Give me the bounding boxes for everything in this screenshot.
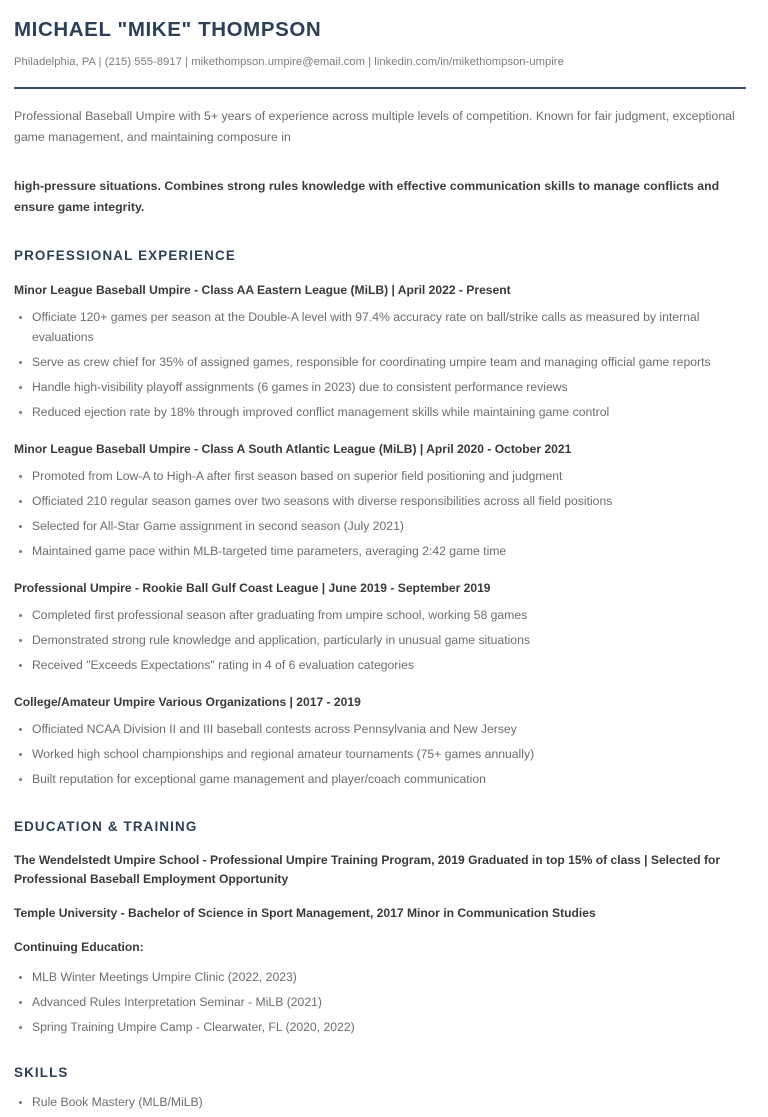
- continuing-education-list: [14, 967, 746, 1037]
- list-item: Received "Exceeds Expectations" rating in 4 of 6 evaluation categories: [14, 655, 746, 675]
- experience-entry-title: Minor League Baseball Umpire - Class A South Atlantic League (MiLB) | April 2020 - October 2021: [14, 442, 572, 457]
- skills-list: [14, 1092, 746, 1112]
- summary-paragraph: Professional Baseball Umpire with 5+ years of experience across multiple levels of competition. Known for fair judgment, exceptional game management, and maintaining composure in: [14, 109, 735, 145]
- list-item: Advanced Rules Interpretation Seminar - MiLB (2021): [14, 992, 746, 1012]
- section-heading-skills: SKILLS: [14, 1065, 69, 1081]
- continuing-education-label: Continuing Education:: [14, 940, 144, 955]
- resume-header: [14, 18, 746, 89]
- skills-section: [14, 1065, 746, 1112]
- experience-section: [14, 248, 746, 789]
- list-item: Spring Training Umpire Camp - Clearwater, FL (2020, 2022): [14, 1017, 746, 1037]
- list-item: Rule Book Mastery (MLB/MiLB): [14, 1092, 746, 1112]
- list-item: Serve as crew chief for 35% of assigned games, responsible for coordinating umpire team and managing official game reports: [14, 352, 746, 372]
- list-item: Worked high school championships and regional amateur tournaments (75+ games annually): [14, 744, 746, 764]
- list-item: Demonstrated strong rule knowledge and application, particularly in unusual game situations: [14, 630, 746, 650]
- experience-entry: [14, 281, 746, 422]
- experience-entries: [14, 281, 746, 789]
- education-entry-secondary: Temple University - Bachelor of Science in Sport Management, 2017 Minor in Communication Studies: [14, 906, 596, 921]
- experience-entry: [14, 693, 746, 789]
- list-item: MLB Winter Meetings Umpire Clinic (2022, 2023): [14, 967, 746, 987]
- list-item: Officiated 210 regular season games over two seasons with diverse responsibilities across all field positions: [14, 491, 746, 511]
- section-heading-experience: PROFESSIONAL EXPERIENCE: [14, 248, 236, 264]
- list-item: Promoted from Low-A to High-A after first season based on superior field positioning and judgment: [14, 466, 746, 486]
- experience-entry-title: Minor League Baseball Umpire - Class AA Eastern League (MiLB) | April 2022 - Present: [14, 283, 511, 298]
- contact-line: Philadelphia, PA | (215) 555-8917 | mikethompson.umpire@email.com | linkedin.com/in/mikethompson-umpire: [14, 55, 564, 68]
- list-item: Reduced ejection rate by 18% through improved conflict management skills while maintaining game control: [14, 402, 746, 422]
- experience-entry-title: College/Amateur Umpire Various Organizations | 2017 - 2019: [14, 695, 361, 710]
- list-item: Handle high-visibility playoff assignments (6 games in 2023) due to consistent performance reviews: [14, 377, 746, 397]
- list-item: Officiated NCAA Division II and III baseball contests across Pennsylvania and New Jersey: [14, 719, 746, 739]
- list-item: Officiate 120+ games per season at the Double-A level with 97.4% accuracy rate on ball/strike calls as measured by internal evaluations: [14, 307, 746, 347]
- education-entry-primary: The Wendelstedt Umpire School - Professional Umpire Training Program, 2019 Graduated in top 15% of class | Selected for Professional Baseball Employment Opportunity: [14, 853, 721, 887]
- summary-highlight: high-pressure situations. Combines strong rules knowledge with effective communication skills to manage conflicts and ensure game integrity.: [14, 179, 720, 215]
- list-item: Maintained game pace within MLB-targeted time parameters, averaging 2:42 game time: [14, 541, 746, 561]
- section-heading-education: EDUCATION & TRAINING: [14, 819, 198, 835]
- summary-section: [14, 106, 746, 218]
- page-title: MICHAEL "MIKE" THOMPSON: [14, 18, 322, 41]
- header-divider: [14, 87, 746, 89]
- list-item: Selected for All-Star Game assignment in second season (July 2021): [14, 516, 746, 536]
- education-section: [14, 819, 746, 1037]
- list-item: Completed first professional season after graduating from umpire school, working 58 games: [14, 605, 746, 625]
- experience-entry: [14, 579, 746, 675]
- experience-entry-title: Professional Umpire - Rookie Ball Gulf Coast League | June 2019 - September 2019: [14, 581, 491, 596]
- experience-entry: [14, 440, 746, 561]
- list-item: Built reputation for exceptional game management and player/coach communication: [14, 769, 746, 789]
